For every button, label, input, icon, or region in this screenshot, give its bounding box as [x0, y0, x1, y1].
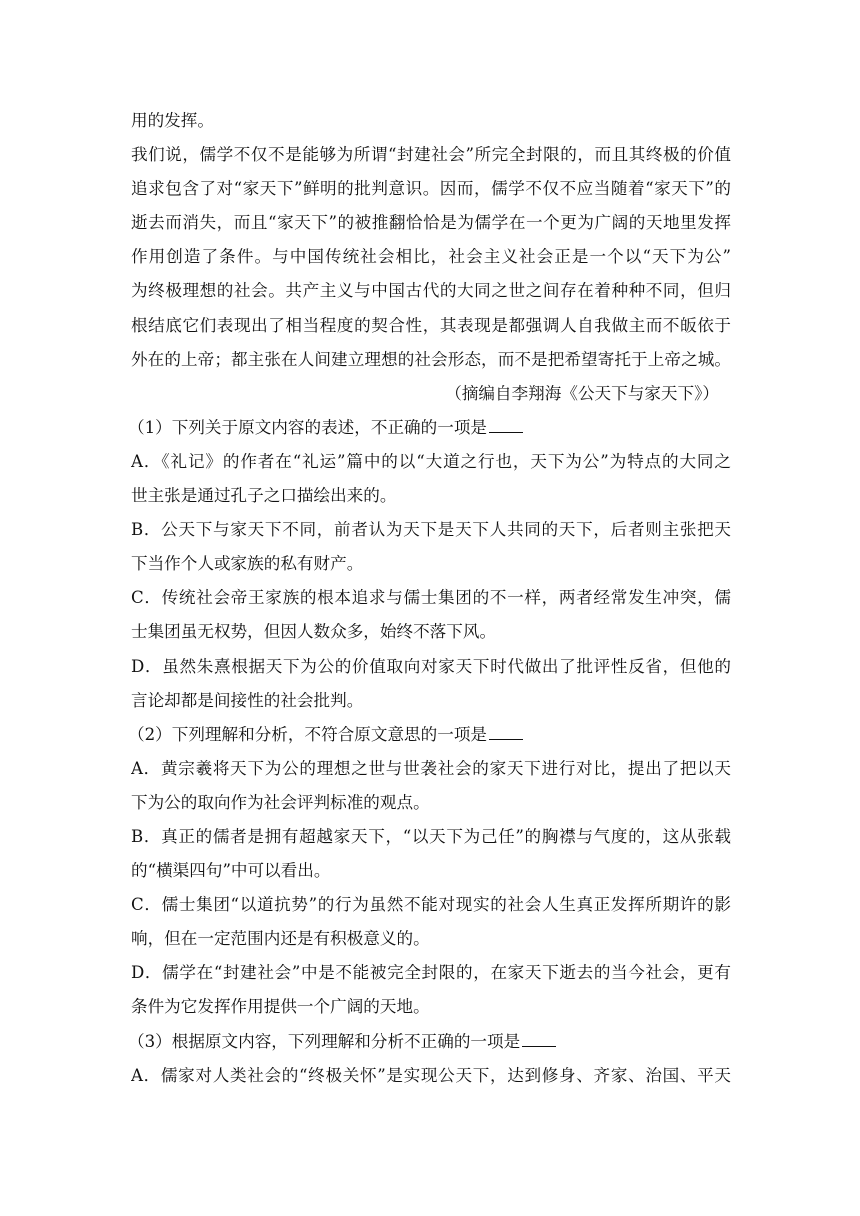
option-c-line-1: C．儒士集团“以道抗势”的行为虽然不能对现实的社会人生真正发挥所期许的影	[131, 895, 731, 915]
option-c-line-2: 士集团虽无权势，但因人数众多，始终不落下风。	[131, 622, 497, 642]
option-d-line-2: 条件为它发挥作用提供一个广阔的天地。	[131, 997, 430, 1017]
question-3	[128, 1025, 731, 1093]
option-c-line-2: 响，但在一定范围内还是有积极意义的。	[131, 929, 430, 949]
option-b-line-1: B．公天下与家天下不同，前者认为天下是天下人共同的天下，后者则主张把天	[131, 520, 731, 540]
passage-line: 逝去而消失，而且“家天下”的被推翻恰恰是为儒学在一个更为广阔的天地里发挥	[131, 213, 731, 233]
passage-line: 根结底它们表现出了相当程度的契合性，其表现是都强调人自我做主而不皈依于	[131, 315, 731, 335]
question-1	[128, 411, 731, 718]
option-c-line-1: C．传统社会帝王家族的根本追求与儒士集团的不一样，两者经常发生冲突，儒	[131, 588, 731, 608]
option-b-line-2: 下当作个人或家族的私有财产。	[131, 554, 364, 574]
passage-line: 追求包含了对“家天下”鲜明的批判意识。因而，儒学不仅不应当随着“家天下”的	[131, 179, 731, 199]
question-stem-text: （3）根据原文内容，下列理解和分析不正确的一项是	[128, 1031, 521, 1051]
question-stem	[128, 1025, 731, 1059]
option-a-line-2: 下为公的取向作为社会评判标准的观点。	[131, 792, 430, 812]
passage-line: 用的发挥。	[131, 111, 214, 130]
passage-line: 作用创造了条件。与中国传统社会相比，社会主义社会正是一个以“天下为公”	[131, 247, 731, 267]
answer-blank[interactable]	[489, 721, 523, 740]
question-stem	[128, 411, 731, 445]
option-a-line-1: A．儒家对人类社会的“终极关怀”是实现公天下，达到修身、齐家、治国、平天	[131, 1065, 731, 1085]
passage	[131, 104, 731, 411]
option-d-line-1: D．儒学在“封建社会”中是不能被完全封限的，在家天下逝去的当今社会，更有	[131, 963, 731, 983]
answer-blank[interactable]	[522, 1028, 556, 1047]
passage-source: （摘编自李翔海《公天下与家天下》）	[445, 383, 719, 403]
question-stem-text: （2）下列理解和分析，不符合原文意思的一项是	[128, 724, 488, 744]
option-a-line-1: A．黄宗羲将天下为公的理想之世与世袭社会的家天下进行对比，提出了把以天	[131, 758, 731, 778]
option-a-line-1: A．《礼记》的作者在“礼运”篇中的以“大道之行也，天下为公”为特点的大同之	[131, 451, 731, 471]
question-stem-text: （1）下列关于原文内容的表述，不正确的一项是	[128, 417, 488, 437]
option-b-line-1: B．真正的儒者是拥有超越家天下，“以天下为己任”的胸襟与气度的，这从张载	[131, 826, 731, 846]
question-stem	[128, 718, 731, 752]
passage-line: 外在的上帝；都主张在人间建立理想的社会形态，而不是把希望寄托于上帝之城。	[131, 349, 731, 369]
option-d-line-2: 言论却都是间接性的社会批判。	[131, 690, 364, 710]
option-a-line-2: 世主张是通过孔子之口描绘出来的。	[131, 486, 397, 506]
document-page	[128, 104, 731, 1093]
option-d-line-1: D．虽然朱熹根据天下为公的价值取向对家天下时代做出了批评性反省，但他的	[131, 656, 731, 676]
answer-blank[interactable]	[489, 414, 523, 433]
question-2	[128, 718, 731, 1025]
passage-line: 为终极理想的社会。共产主义与中国古代的大同之世之间存在着种种不同，但归	[131, 281, 731, 301]
option-b-line-2: 的“横渠四句”中可以看出。	[131, 861, 331, 881]
passage-line: 我们说，儒学不仅不是能够为所谓“封建社会”所完全封限的，而且其终极的价值	[131, 145, 731, 165]
